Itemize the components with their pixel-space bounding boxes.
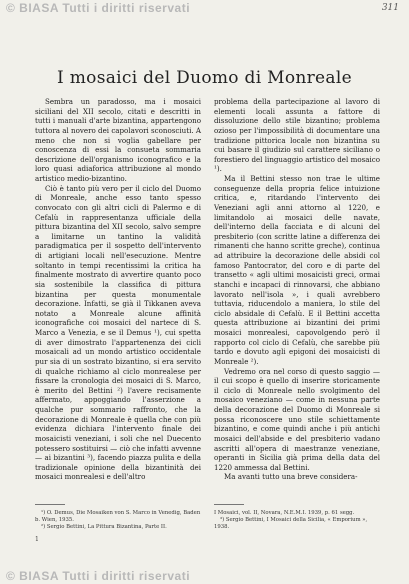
left-text-column [35,97,201,482]
footnote-divider [214,504,244,505]
right-text-column [214,97,380,482]
footnote-divider [35,504,65,505]
footnotes-right [214,510,380,531]
paragraph: Ciò è tanto più vero per il ciclo del Duomo di Monreale, anche esso tanto spesso convocato con gli altri cicli di Palermo e di Cefalù in rappresentanza ufficiale della pittura bizantina del XII secolo, salvo sempre a limitarne un tantino la validità paradigmatica per il sospetto dell'intervento di artigiani locali nell'esecuzione. Mentre soltanto in tempi recentissimi la critica ha finalmente mostrato di avvertire quanto poco sia sostenibile la classifica di pittura bizantina per questa monumentale decorazione. Infatti, se già il Tikkanen aveva notato a Monreale alcune affinità iconografiche coi mosaici del nartece di S. Marco a Venezia, e se il Demus ¹), cui spetta di aver dimostrato l'appartenenza dei cicli mosaicali ad un mondo artistico occidentale pur sia di un sostrato bizantino, si era servito di qualche richiamo al ciclo monrealese per fissare la cronologia dei mosaici di S. Marco, è merito del Bettini ²) l'avere recisamente affermato, appoggiando l'asserzione a qualche pur sommario raffronto, che la decorazione di Monreale è quella che con più evidenza dichiara l'intervento finale dei mosaicisti veneziani, i soli che nel Duecento potessero sostituirsi — ciò che infatti avvenne — ai bizantini ³), facendo piazza pulita e della tradizionale opinione della bizantinità dei mosaici monrealesi e dell'altro [35,183,201,482]
paragraph: problema della partecipazione al lavoro di elementi locali assunta a fattore di dissoluzione dello stile bizantino; problema ozioso per l'impossibilità di documentare una tradizione pittorica locale non bizantina su cui basare il giudizio sul carattere siciliano o forestiero del linguaggio artistico del mosaico ¹). [214,97,380,174]
footnotes-left [35,510,201,531]
paragraph: Ma il Bettini stesso non trae le ultime conseguenze della propria felice intuizione critica, e, ritardando l'intervento dei Veneziani agli anni attorno al 1220, e limitandolo ai mosaici delle navate, dell'interno della facciata e di alcuni del presbiterio (con scritte latine a differenza dei rimanenti che hanno scritte greche), continua ad attribuire la decorazione delle absidi col famoso Pantocrator, del coro e di parte del transetto « agli ultimi mosaicisti greci, ormai stanchi e incapaci di rinnovarsi, che abbiano lavorato nell'isola », i quali avrebbero tuttavia, riducendolo a maniera, lo stile del ciclo absidale di Cefalù. E il Bettini accetta questa attribuzione ai bizantini dei primi mosaici monrealesi, capovolgendo però il rapporto col ciclo di Cefalù, che sarebbe più tardo e dovuto agli epigoni dei mosaicisti di Monreale ²). [214,174,380,366]
page-title: I mosaici del Duomo di Monreale [57,68,352,88]
copyright-watermark-bottom: © BIASA Tutti i diritti riservati [6,569,191,583]
paragraph: Ma avanti tutto una breve considera- [224,472,358,482]
footnote: I Mosaici, vol. II, Novara, N.E.M.I. 1939, p. 61 segg. [214,510,355,516]
footnote: ¹) O. Demus, Die Mosaiken von S. Marco in Venedig, Baden b. Wien, 1935. [35,510,201,523]
paragraph: Sembra un paradosso, ma i mosaici siciliani del XII secolo, citati e descritti in tutti i manuali d'arte bizantina, appartengono tuttora al novero dei capolavori sconosciuti. A meno che non si voglia gabellare per conoscenza di essi la consueta sommaria descrizione dell'organismo iconografico e la loro quasi adiaforica attribuzione al mondo artistico medio-bizantino. [35,97,201,183]
footnote: ²) Sergio Bettini, La Pittura Bizantina, Parte II. [41,524,167,530]
paragraph: Vedremo ora nel corso di questo saggio — il cui scopo è quello di inserire storicamente il ciclo di Monreale nello svolgimento del mosaico veneziano — come in nessuna parte della decorazione del Duomo di Monreale si possa riconoscere uno stile schiettamente bizantino, e come quindi anche i più antichi mosaici dell'abside e del presbiterio vadano ascritti all'opera di maestranze veneziane, operanti in Sicilia già prima della data del 1220 ammessa dal Bettini. [214,366,380,472]
margin-mark: 1 [35,536,39,543]
page-number: 311 [381,3,399,13]
copyright-watermark-top: © BIASA Tutti i diritti riservati [6,1,191,15]
footnote: ³) Sergio Bettini, I Mosaici della Sicilia, « Emporium », 1938. [214,517,368,530]
